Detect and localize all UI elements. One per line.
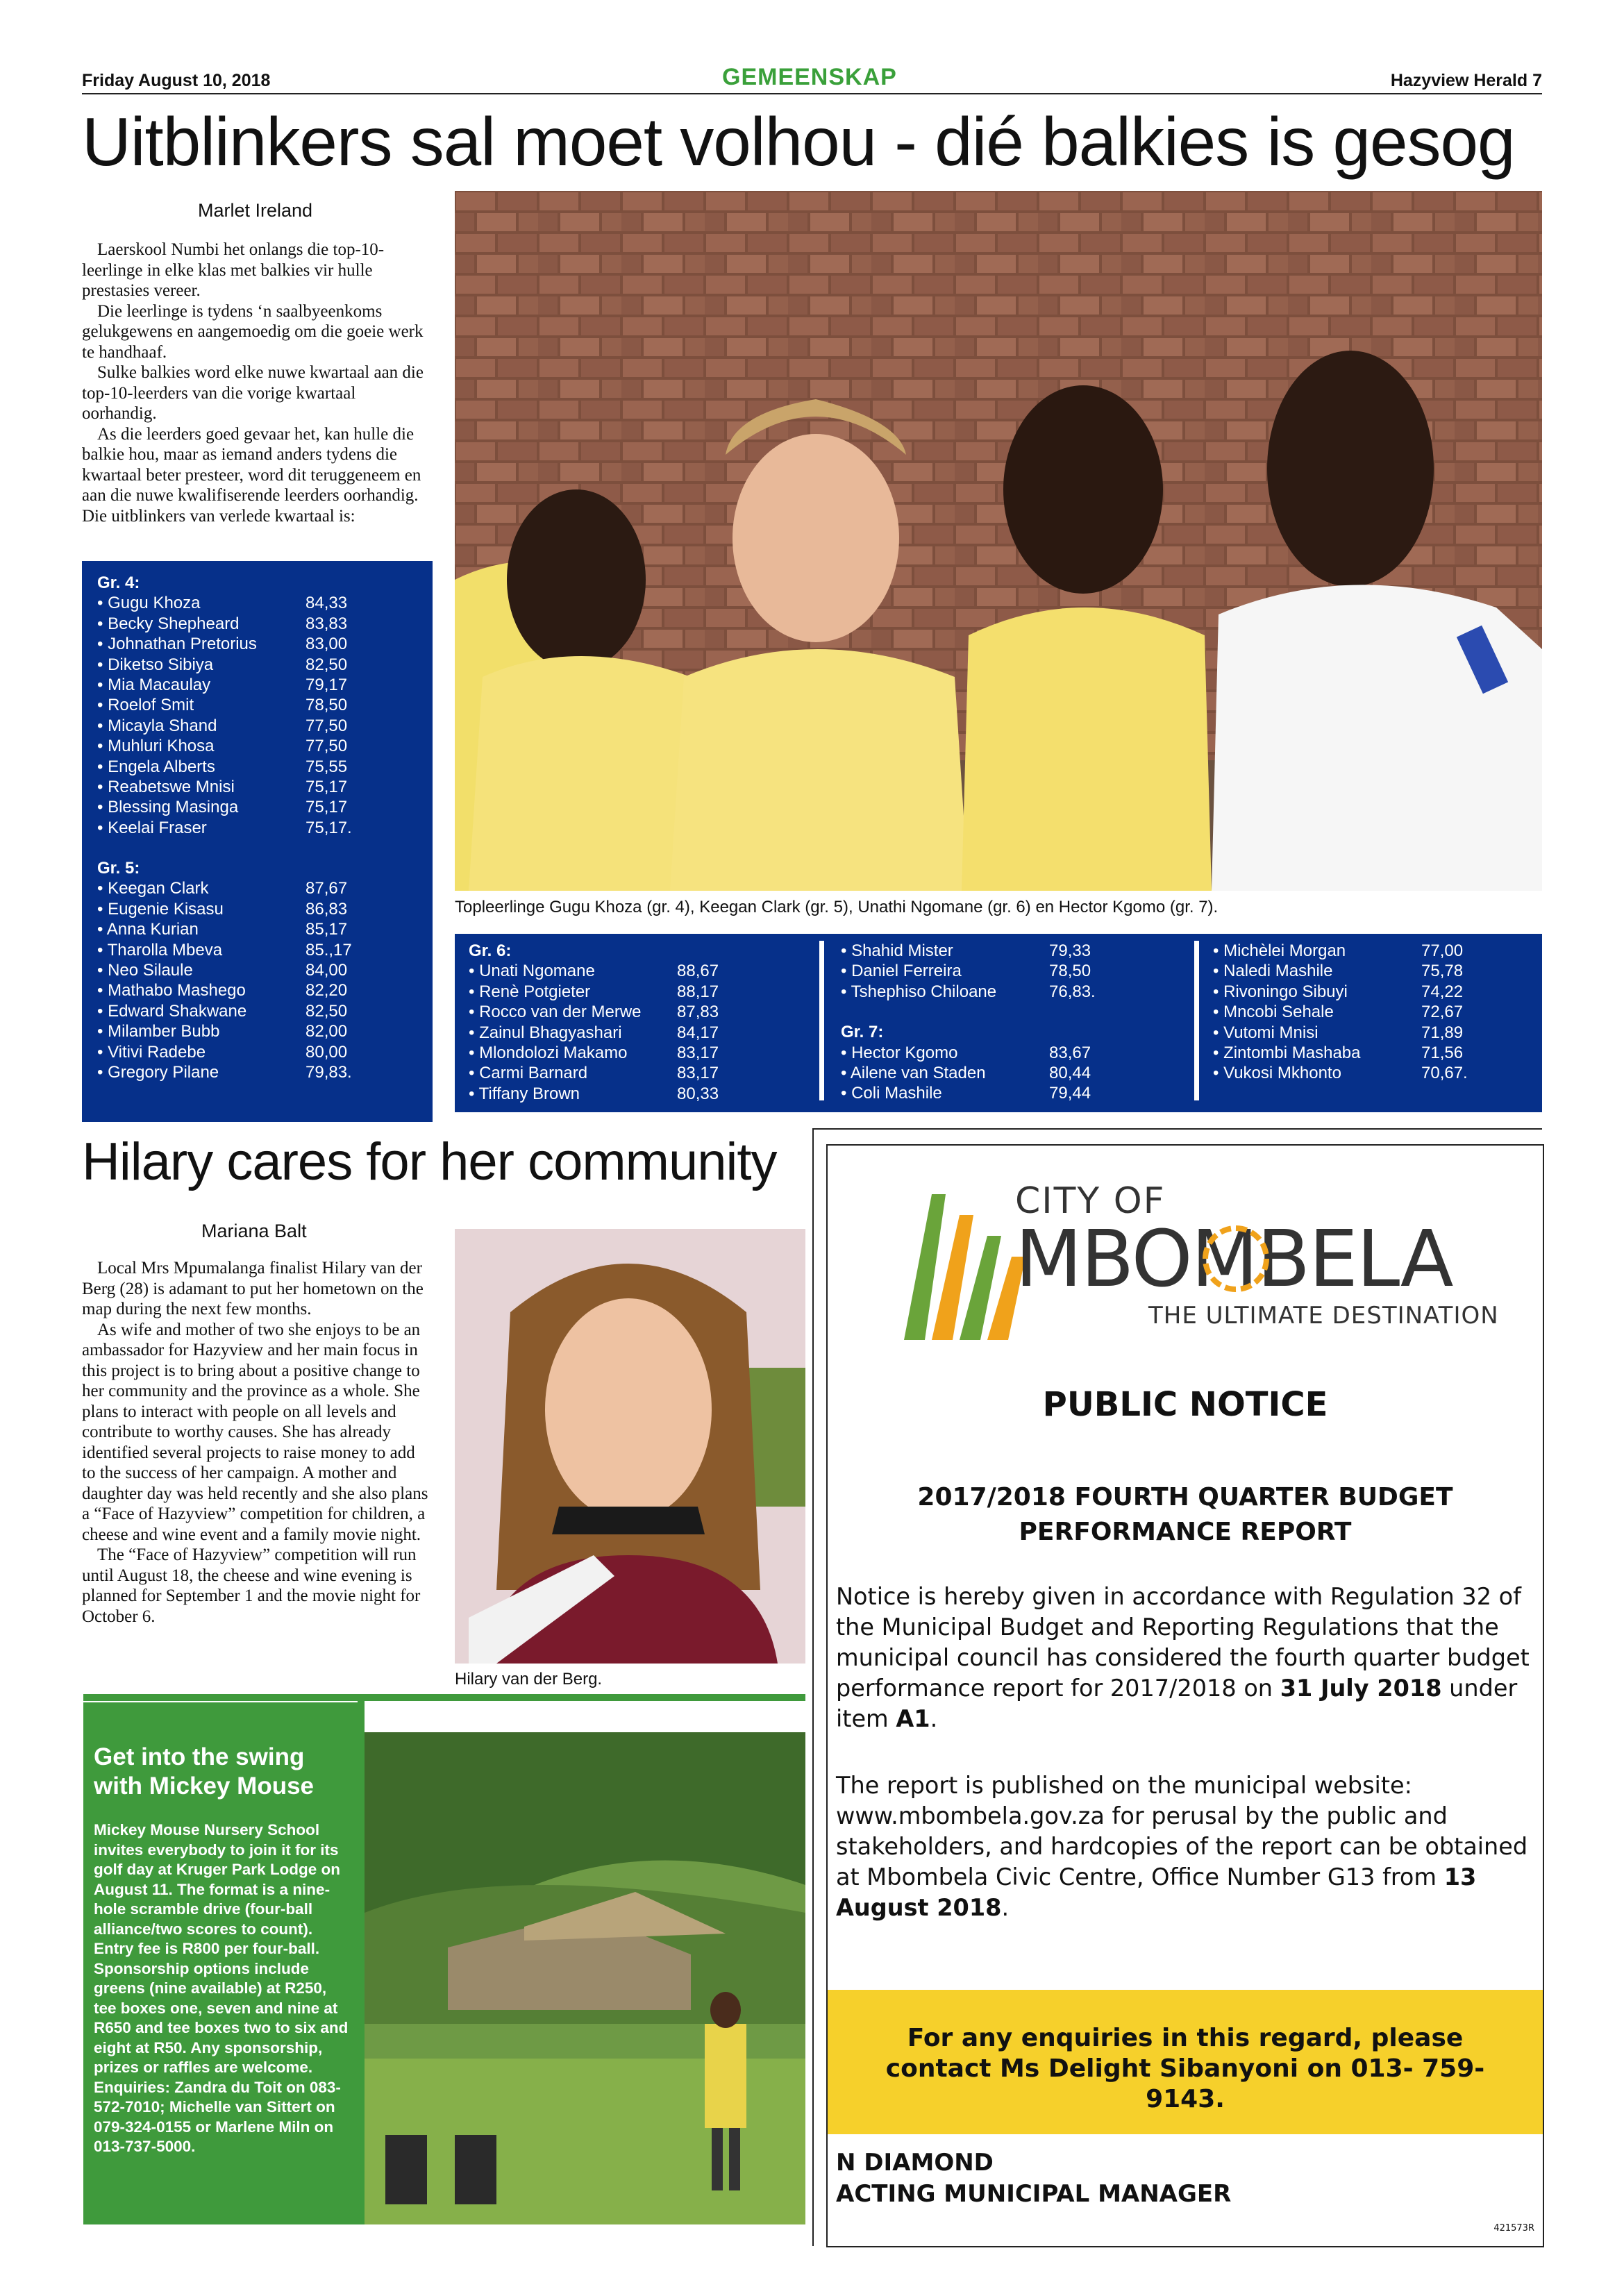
brief-title: Get into the swing with Mickey Mouse (94, 1743, 315, 1800)
hilary-photo-illustration (455, 1229, 805, 1664)
pupil-score: 71,89 (1421, 1023, 1464, 1042)
result-row (97, 818, 352, 838)
pupil-name: • Zainul Bhagyashari (469, 1023, 622, 1042)
result-row (841, 1083, 1096, 1103)
notice-subtitle-1: 2017/2018 FOURTH QUARTER BUDGET (917, 1483, 1453, 1511)
sun-icon (1203, 1225, 1269, 1292)
pupil-score: 88,67 (677, 962, 719, 981)
golf-day-box (83, 1702, 358, 2224)
result-row (97, 736, 352, 756)
pupil-name: • Roelof Smit (97, 696, 194, 715)
article-headline: Hilary cares for her community (82, 1132, 777, 1191)
result-row (841, 1063, 1096, 1083)
pupil-score: 82,50 (305, 1001, 348, 1021)
result-row (97, 878, 352, 898)
paper-and-page: Hazyview Herald 7 (1390, 71, 1542, 90)
pupil-name: • Becky Shepheard (97, 614, 240, 633)
pupil-score: 75,17 (305, 778, 348, 797)
grade-5-list (97, 858, 352, 1082)
pupil-name: • Muhluri Khosa (97, 737, 215, 756)
photo-caption: Topleerlinge Gugu Khoza (gr. 4), Keegan Clark (gr. 5), Unathi Ngomane (gr. 6) en Hector Kgomo (gr. 7). (455, 898, 1219, 916)
signer-title: ACTING MUNICIPAL MANAGER (836, 2180, 1232, 2208)
pupil-score: 75,17 (305, 798, 348, 817)
pupil-name: • Naledi Mashile (1213, 962, 1333, 981)
result-row (97, 919, 352, 939)
pupil-score: 83,67 (1049, 1043, 1091, 1062)
pupil-name: • Tharolla Mbeva (97, 940, 223, 960)
pupil-score: 75,78 (1421, 962, 1464, 981)
pupil-score: 87,67 (305, 879, 348, 898)
result-row (1213, 1023, 1468, 1043)
pupil-score: 87,83 (677, 1003, 719, 1022)
grade-6-continued (841, 941, 1096, 1002)
city-logo-mark (890, 1173, 1029, 1340)
brief-body: Mickey Mouse Nursery School invites everybody to join it for its golf day at Kruger Park Lodge on August 11. The format is a nine-hole scramble drive (four-ball alliance/two scores to count). Entry fee is R800 per four-ball. Sponsorship options include greens (nine available) at R250, tee boxes one, seven and nine at R650 and tee boxes two to six and eight at R50. Any sponsorship, prizes or raffles are welcome. Enquiries: Zandra du Toit on 083-572-7010; Michelle van Sittert on 079-324-0155 or Marlene Miln on 013-737-5000. (94, 1821, 349, 2155)
pupil-name: • Engela Alberts (97, 757, 215, 776)
pupil-name: • Keelai Fraser (97, 818, 207, 837)
pupil-score: 71,56 (1421, 1044, 1464, 1063)
pupil-score: 85,17 (305, 920, 348, 939)
paragraph: The “Face of Hazyview” competition will run until August 18, the cheese and wine evening is planned for September 1 and the movie night for October 6. (82, 1545, 421, 1626)
pupil-name: • Ailene van Staden (841, 1064, 986, 1083)
paragraph: As wife and mother of two she enjoys to be an ambassador for Hazyview and her main focus in this project is to bring about a positive change to her community and the province as a whole. She plans to interact with people on all levels and contribute to worthy causes. She has already identified several projects to raise money to add to the success of her campaign. A mother and daughter day was held recently and she also plans a “Face of Hazyview” competition for children, a cheese and wine event and a family movie night. (82, 1320, 428, 1544)
paragraph: Local Mrs Mpumalanga finalist Hilary van der Berg (28) is adamant to put her hometown on the map during the next few months. (82, 1259, 424, 1318)
pupil-score: 83,17 (677, 1064, 719, 1083)
result-row (1213, 982, 1468, 1002)
result-row (97, 716, 352, 736)
result-row (97, 655, 352, 675)
results-panel-left (82, 561, 433, 1122)
pupil-name: • Hector Kgomo (841, 1043, 958, 1062)
result-row (469, 982, 719, 1002)
pupil-name: • Mathabo Mashego (97, 981, 246, 1000)
pupil-score: 84,33 (305, 594, 348, 613)
grade-7-list (841, 1022, 1096, 1104)
pupil-score: 70,67. (1421, 1064, 1468, 1083)
issue-date: Friday August 10, 2018 (82, 71, 271, 90)
result-row (1213, 1063, 1468, 1083)
result-row (97, 980, 352, 1000)
pupil-name: • Tiffany Brown (469, 1084, 580, 1103)
article-body (82, 1258, 429, 1627)
notice-paragraph-2: The report is published on the municipal website: www.mbombela.gov.za for perusal by the public and stakeholders, and hardcopies of the report can be obtained at Mbombela Civic Centre, Office Number G13 from 13 August 2018. (836, 1772, 1528, 1921)
logo-city-of: CITY OF (1015, 1180, 1166, 1222)
pupil-name: • Carmi Barnard (469, 1064, 588, 1083)
result-row (97, 940, 352, 960)
result-row (1213, 961, 1468, 981)
pupil-name: • Vitivi Radebe (97, 1042, 206, 1062)
result-row (97, 797, 352, 817)
pupil-name: • Unati Ngomane (469, 962, 595, 981)
signer-name: N DIAMOND (836, 2149, 994, 2177)
pupil-name: • Mia Macaulay (97, 676, 211, 695)
pupil-score: 82,20 (305, 981, 348, 1000)
pupil-score: 88,17 (677, 982, 719, 1001)
notice-paragraph-1: Notice is hereby given in accordance with Regulation 32 of the Municipal Budget and Reporting Regulations that the municipal council has considered the fourth quarter budget performance report for 2017/2018 on 31 July 2018 under item A1. (836, 1583, 1530, 1732)
golf-photo (365, 1732, 805, 2224)
pupil-score: 77,50 (305, 737, 348, 756)
pupil-name: • Neo Silaule (97, 961, 193, 980)
pupil-name: • Diketso Sibiya (97, 655, 214, 674)
column-divider (819, 941, 824, 1100)
pupils-photo-illustration (455, 191, 1542, 891)
pupil-name: • Mlondolozi Makamo (469, 1044, 628, 1063)
pupil-name: • Mncobi Sehale (1213, 1003, 1334, 1022)
enquiry-band (828, 1990, 1543, 2134)
grade-6-7-list (841, 941, 1096, 1104)
result-row (469, 1043, 719, 1063)
pupil-score: 75,55 (305, 757, 348, 776)
pupil-name: • Johnathan Pretorius (97, 635, 257, 654)
pupil-name: • Edward Shakwane (97, 1001, 247, 1021)
article-byline: Marlet Ireland (198, 200, 313, 221)
result-row (97, 960, 352, 980)
pupil-score: 77,00 (1421, 941, 1464, 960)
pupil-score: 82,00 (305, 1022, 348, 1041)
article-body (82, 240, 429, 526)
section-name: GEMEENSKAP (722, 64, 897, 90)
header-rule (82, 93, 1542, 94)
pupil-score: 77,50 (305, 716, 348, 735)
notice-subtitle-2: PERFORMANCE REPORT (1019, 1518, 1352, 1546)
pupil-score: 75,17. (305, 818, 352, 837)
grade-title: Gr. 4: (97, 573, 140, 592)
pupil-score: 79,44 (1049, 1084, 1091, 1103)
result-row (841, 1043, 1096, 1063)
article-headline: Uitblinkers sal moet volhou - dié balkies is gesog (82, 103, 1515, 180)
pupil-score: 79,83. (305, 1063, 352, 1082)
pupils-photo (455, 191, 1542, 891)
pupil-name: • Reabetswe Mnisi (97, 778, 235, 797)
public-notice (826, 1144, 1544, 2247)
result-row (97, 1042, 352, 1062)
pupil-name: • Rivoningo Sibuyi (1213, 982, 1348, 1001)
result-row (841, 941, 1096, 961)
column-rule (812, 1128, 814, 2246)
pupil-name: • Gregory Pilane (97, 1063, 219, 1082)
pupil-name: • Keegan Clark (97, 879, 209, 898)
photo-caption: Hilary van der Berg. (455, 1670, 603, 1689)
pupil-name: • Vukosi Mkhonto (1213, 1064, 1341, 1083)
grade-7-continued (1213, 941, 1468, 1084)
result-row (469, 1002, 719, 1022)
column-divider (1194, 941, 1199, 1100)
pupil-name: • Renè Potgieter (469, 982, 591, 1001)
result-row (1213, 941, 1468, 961)
pupil-score: 72,67 (1421, 1003, 1464, 1022)
pupil-score: 76,83. (1049, 982, 1096, 1001)
grade-title: Gr. 5: (97, 859, 140, 878)
column-rule (812, 1128, 1542, 1130)
article-byline: Mariana Balt (201, 1221, 307, 1241)
pupil-score: 78,50 (305, 696, 348, 715)
result-row (97, 1062, 352, 1082)
result-row (469, 961, 719, 981)
pupil-name: • Blessing Masinga (97, 798, 239, 817)
grade-6-list (469, 941, 719, 1104)
result-row (97, 695, 352, 715)
pupil-score: 83,00 (305, 635, 348, 654)
pupil-score: 84,17 (677, 1023, 719, 1042)
result-row (97, 1001, 352, 1021)
paragraph: Laerskool Numbi het onlangs die top-10-leerlinge in elke klas met balkies vir hulle prestasies vereer. (82, 240, 385, 300)
paragraph: Sulke balkies word elke nuwe kwartaal aan die top-10-leerders van die vorige kwartaal oorhandig. (82, 363, 424, 423)
logo-tagline: THE ULTIMATE DESTINATION (1148, 1302, 1499, 1330)
pupil-name: • Rocco van der Merwe (469, 1003, 642, 1022)
logo-name: MBOMBELA (1015, 1214, 1453, 1305)
pupil-name: • Milamber Bubb (97, 1022, 220, 1041)
result-row (469, 1063, 719, 1083)
pupil-score: 80,00 (305, 1042, 348, 1062)
result-row (841, 982, 1096, 1002)
grade-4-list (97, 573, 352, 838)
result-row (97, 777, 352, 797)
grade-title: Gr. 7: (841, 1023, 884, 1042)
notice-title: PUBLIC NOTICE (1042, 1385, 1328, 1424)
results-panel-bottom (455, 934, 1542, 1112)
grade-title: Gr. 6: (469, 941, 512, 960)
pupil-score: 83,83 (305, 614, 348, 633)
paragraph: Die leerlinge is tydens ‘n saalbyeenkoms gelukgewens en aangemoedig om die goeie werk te handhaaf. (82, 301, 424, 362)
pupil-score: 86,83 (305, 899, 348, 919)
box-border (358, 1694, 365, 2224)
pupil-name: • Eugenie Kisasu (97, 899, 224, 919)
paragraph: As die leerders goed gevaar het, kan hulle die balkie hou, maar as iemand anders tydens die kwartaal beter presteer, word dit teruggeneem en aan die nuwe kwalifiserende leerders oorhandig. Die uitblinkers van verlede kwartaal is: (82, 424, 421, 526)
pupil-name: • Gugu Khoza (97, 594, 201, 613)
result-row (469, 1023, 719, 1043)
pupil-score: 80,33 (677, 1084, 719, 1103)
box-border (83, 1694, 805, 1701)
pupil-score: 82,50 (305, 655, 348, 674)
pupil-score: 79,17 (305, 676, 348, 695)
pupil-score: 85.,17 (305, 940, 352, 960)
pupil-name: • Daniel Ferreira (841, 962, 962, 981)
result-row (1213, 1043, 1468, 1063)
pupil-score: 80,44 (1049, 1064, 1091, 1083)
result-row (841, 961, 1096, 981)
pupil-name: • Anna Kurian (97, 920, 199, 939)
pupil-name: • Vutomi Mnisi (1213, 1023, 1319, 1042)
hilary-photo (455, 1229, 805, 1664)
result-row (469, 1084, 719, 1104)
result-row (97, 634, 352, 654)
result-row (97, 899, 352, 919)
pupil-name: • Michèlei Morgan (1213, 941, 1346, 960)
pupil-name: • Coli Mashile (841, 1084, 942, 1103)
pupil-name: • Shahid Mister (841, 941, 953, 960)
result-row (97, 614, 352, 634)
pupil-name: • Zintombi Mashaba (1213, 1044, 1361, 1063)
result-row (97, 757, 352, 777)
pupil-score: 78,50 (1049, 962, 1091, 981)
pupil-name: • Tshephiso Chiloane (841, 982, 997, 1001)
result-row (97, 1021, 352, 1041)
golf-photo-illustration (365, 1732, 805, 2224)
result-row (97, 675, 352, 695)
pupil-score: 83,17 (677, 1044, 719, 1063)
pupil-name: • Micayla Shand (97, 716, 217, 735)
pupil-score: 74,22 (1421, 982, 1464, 1001)
result-row (97, 593, 352, 613)
pupil-score: 79,33 (1049, 941, 1091, 960)
result-row (1213, 1002, 1468, 1022)
pupil-score: 84,00 (305, 961, 348, 980)
ad-reference: 421573R (1493, 2223, 1534, 2234)
enquiry-text: For any enquiries in this regard, please contact Ms Delight Sibanyoni on 013- 759-9143. (885, 2024, 1485, 2113)
